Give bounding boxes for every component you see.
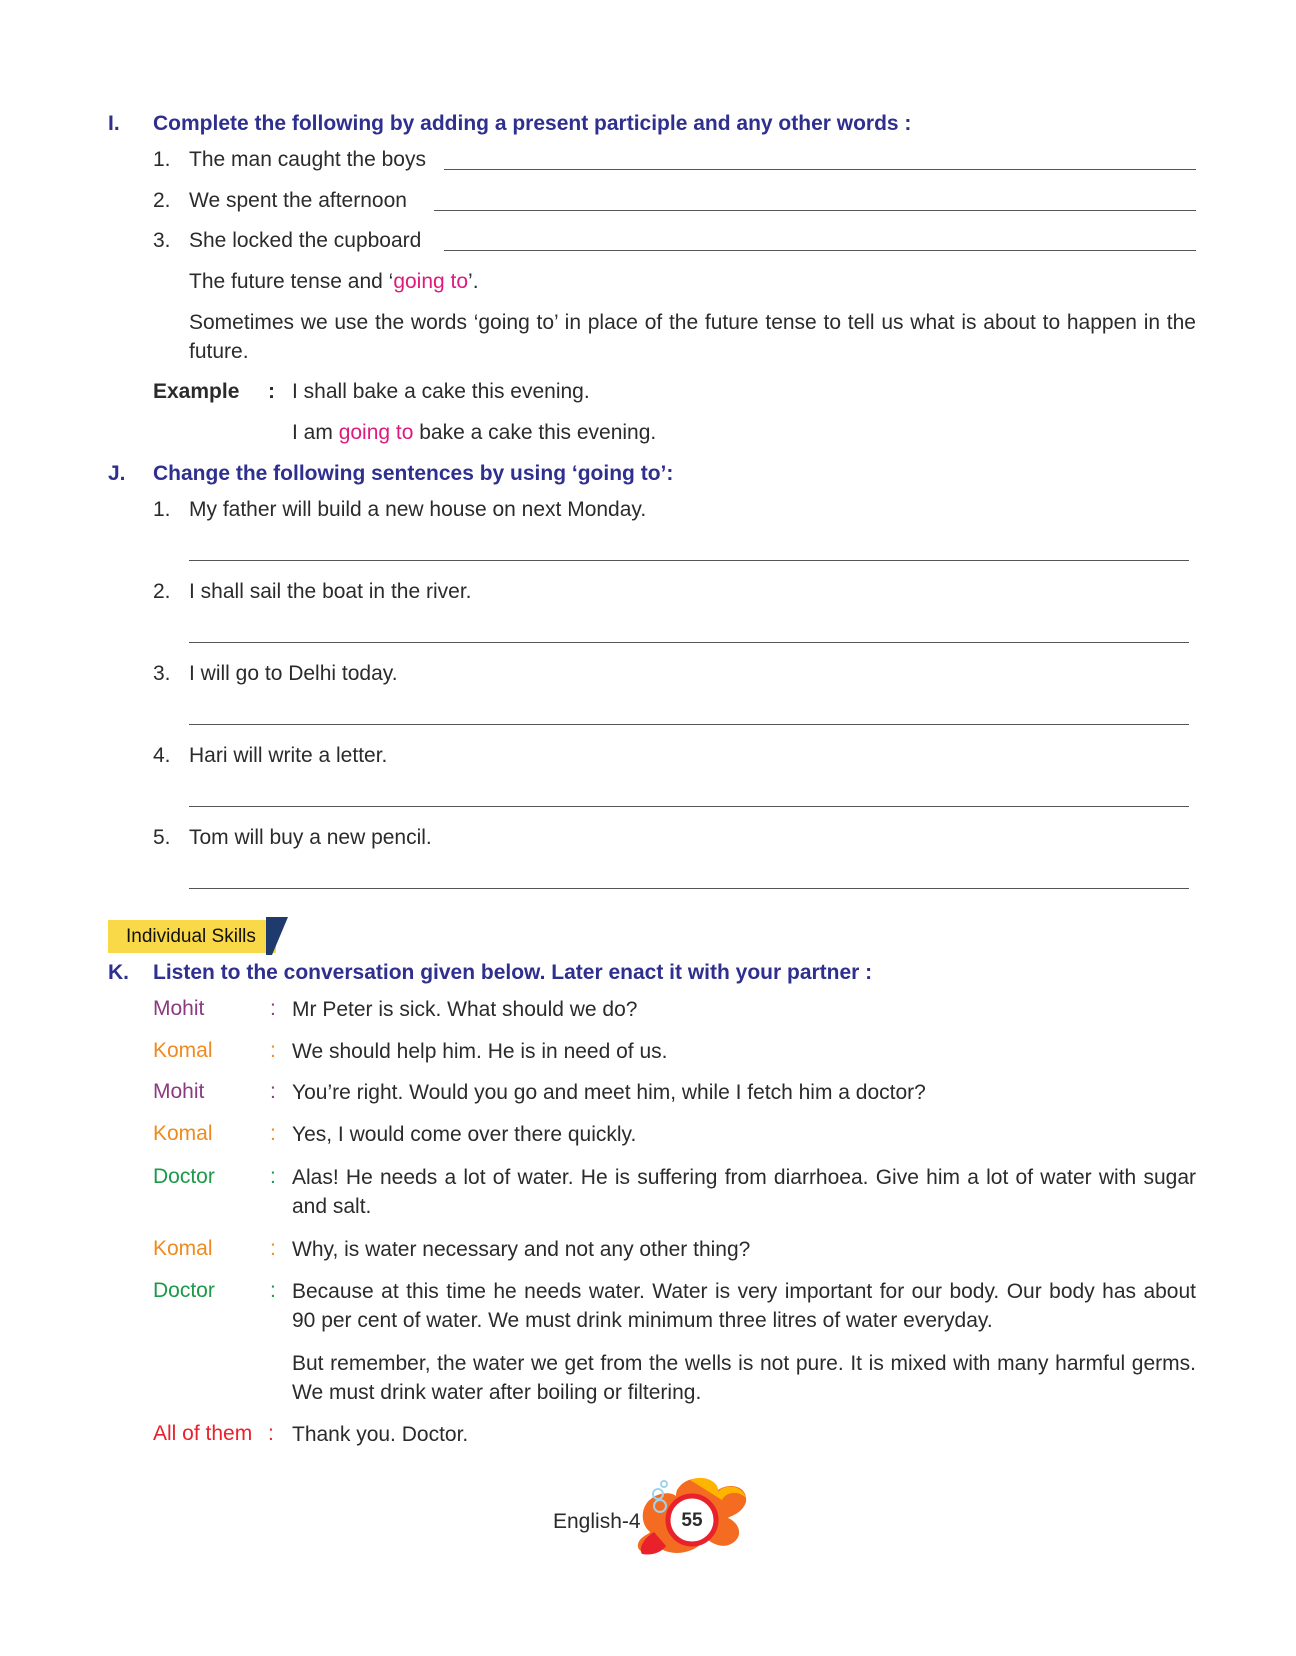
speaker-doctor: Doctor <box>153 1165 215 1188</box>
future-tense-paragraph: Sometimes we use the words ‘going to’ in place of the future tense to tell us what is about to happen in the future. <box>189 311 1196 363</box>
dialogue-line: Mr Peter is sick. What should we do? <box>292 998 638 1021</box>
speaker-colon: : <box>270 1279 276 1302</box>
item-number: 5. <box>153 826 171 849</box>
dialogue-line: You’re right. Would you go and meet him, while I fetch him a doctor? <box>292 1081 926 1104</box>
item-number: 2. <box>153 580 171 603</box>
section-i-letter: I. <box>108 112 120 135</box>
going-to-highlight: going to <box>393 270 469 293</box>
answer-line[interactable] <box>434 210 1196 211</box>
section-i-heading: Complete the following by adding a present participle and any other words : <box>153 112 912 135</box>
example-line-2: I am going to bake a cake this evening. <box>292 421 657 444</box>
answer-line[interactable] <box>189 724 1189 725</box>
going-to-highlight: going to <box>338 421 414 444</box>
footer-book-title: English-4 <box>553 1510 641 1533</box>
speaker-komal: Komal <box>153 1237 213 1260</box>
speaker-all: All of them <box>153 1422 253 1445</box>
answer-line[interactable] <box>444 169 1196 170</box>
section-j-letter: J. <box>108 462 126 485</box>
example-line-1: I shall bake a cake this evening. <box>292 380 590 403</box>
item-text: She locked the cupboard <box>189 229 422 252</box>
item-number: 1. <box>153 148 171 171</box>
section-k-letter: K. <box>108 961 129 984</box>
dialogue-line: Because at this time he needs water. Water is very important for our body. Our body has about 90 per cent of water. We must drink minimum three litres of water everyday. <box>292 1280 1196 1332</box>
item-number: 1. <box>153 498 171 521</box>
item-number: 4. <box>153 744 171 767</box>
answer-line[interactable] <box>189 888 1189 889</box>
item-number: 3. <box>153 662 171 685</box>
dialogue-line: We should help him. He is in need of us. <box>292 1040 668 1063</box>
item-text: Hari will write a letter. <box>189 744 388 767</box>
speaker-mohit: Mohit <box>153 997 205 1020</box>
speaker-doctor: Doctor <box>153 1279 215 1302</box>
speaker-colon: : <box>270 1122 276 1145</box>
dialogue-line: Alas! He needs a lot of water. He is suffering from diarrhoea. Give him a lot of water with sugar and salt. <box>292 1166 1196 1218</box>
speaker-colon: : <box>270 1080 276 1103</box>
item-text: Tom will buy a new pencil. <box>189 826 432 849</box>
speaker-colon: : <box>270 1165 276 1188</box>
speaker-colon: : <box>270 997 276 1020</box>
page-number: 55 <box>681 1510 703 1531</box>
speaker-colon: : <box>268 1422 274 1445</box>
answer-line[interactable] <box>189 806 1189 807</box>
answer-line[interactable] <box>189 642 1189 643</box>
dialogue-line: Thank you. Doctor. <box>292 1423 469 1446</box>
dialogue-line-continued: But remember, the water we get from the wells is not pure. It is mixed with many harmful germs. We must drink water after boiling or filtering. <box>292 1352 1196 1404</box>
item-text: We spent the afternoon <box>189 189 407 212</box>
dialogue-line: Yes, I would come over there quickly. <box>292 1123 637 1146</box>
answer-line[interactable] <box>189 560 1189 561</box>
example-label: Example <box>153 380 240 403</box>
answer-line[interactable] <box>444 250 1196 251</box>
speaker-komal: Komal <box>153 1122 213 1145</box>
speaker-colon: : <box>270 1237 276 1260</box>
item-number: 3. <box>153 229 171 252</box>
dialogue-line: Why, is water necessary and not any other thing? <box>292 1238 751 1261</box>
individual-skills-label: Individual Skills <box>126 926 256 947</box>
item-text: I shall sail the boat in the river. <box>189 580 472 603</box>
future-tense-note: The future tense and ‘going to’. <box>189 270 479 293</box>
badge-flag-icon <box>266 917 288 955</box>
speaker-colon: : <box>270 1039 276 1062</box>
item-text: The man caught the boys <box>189 148 426 171</box>
item-text: My father will build a new house on next Monday. <box>189 498 647 521</box>
item-text: I will go to Delhi today. <box>189 662 398 685</box>
item-number: 2. <box>153 189 171 212</box>
section-k-heading: Listen to the conversation given below. Later enact it with your partner : <box>153 961 873 984</box>
speaker-komal: Komal <box>153 1039 213 1062</box>
example-colon: : <box>268 380 275 403</box>
section-j-heading: Change the following sentences by using ‘going to’: <box>153 462 674 485</box>
speaker-mohit: Mohit <box>153 1080 205 1103</box>
